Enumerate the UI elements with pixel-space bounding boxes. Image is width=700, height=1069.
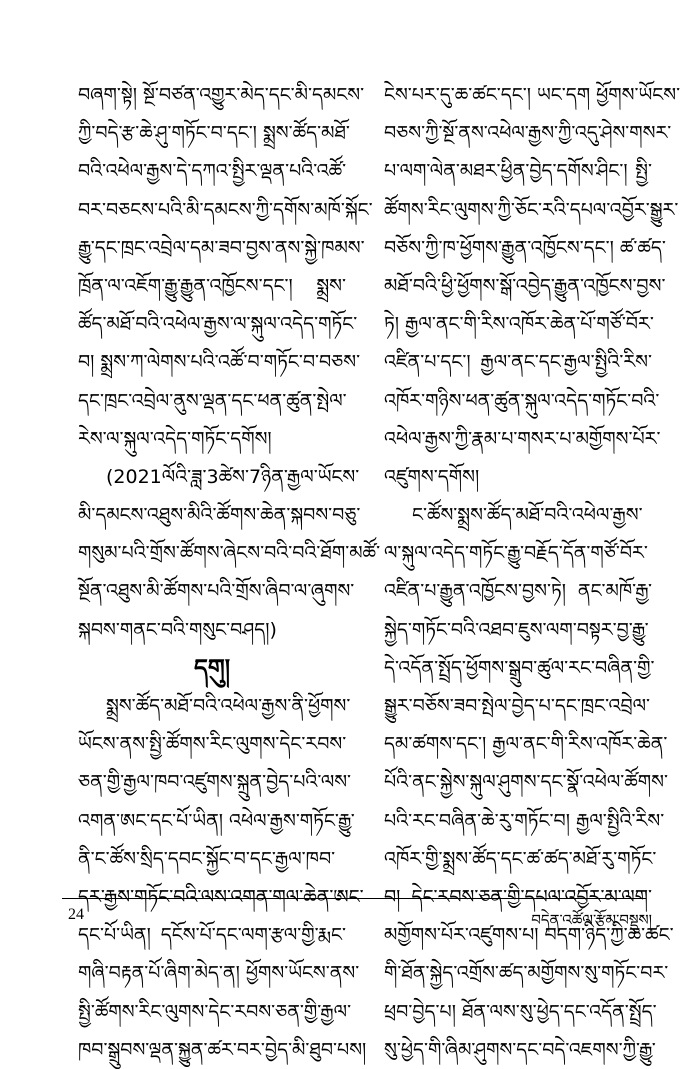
text-line: འགན་ཨང་དང་པོ་ཡིན། འཕེལ་རྒྱས་གཏོང་རྒྱུ་	[78, 809, 355, 832]
text-line: འཛིན་པ་རྒྱུན་འཁྱོངས་བྱས་ཏེ། ནང་མཁོ་རྒྱ་	[384, 580, 652, 603]
text-line: སྤྱི་ཚོགས་རིང་ལུགས་དེང་རབས་ཅན་གྱི་རྒྱལ་	[78, 1000, 352, 1023]
text-line: དང་པོ་ཡིན། དངོས་པོ་དང་ལག་རྩལ་གྱི་རྨང་	[78, 924, 346, 947]
text-line: སྨྲས་ཚོད་མཐོ་བའི་འཕེལ་རྒྱས་ནི་ཕྱོགས་	[106, 695, 351, 717]
text-line: འཛིན་པ་དང་། རྒྱལ་ནང་དང་རྒྱལ་སྤྱིའི་རིས་	[384, 351, 652, 374]
source-note-line: སྐབས་གནང་བའི་གསུང་བཤད།)	[78, 618, 277, 641]
text-line: རྒྱུ་དང་ཁྲང་འབྲེལ་དམ་ཟབ་བྱས་ནས་སྐྱེ་ཁམས་	[78, 236, 365, 259]
text-line: རེས་ལ་སྐུལ་འདེད་གཏོང་དགོས།	[78, 427, 272, 450]
text-line: ཕྲབ་བྱེད་པ། ཐོན་ལས་སུ་ཕྱེད་དང་འདོན་སྤྲོད་	[384, 1000, 657, 1023]
text-line: ཁྲོན་ལ་འཇོག་རྒྱུ་རྒྱུན་འཁྱོངས་དང་། སྨྲས་	[78, 274, 346, 297]
text-line: ཀྱི་བདེ་རྩ་ཆེ་ཤུ་གཏོང་བ་དང་། སྨྲས་ཚོད་མཐོ་	[78, 122, 350, 145]
page-number: 24	[68, 906, 84, 923]
text-line: ཁབ་སྒྲུབས་ལྡན་སྐྱུན་ཚར་བར་བྱེད་མི་ཐུབ་པས།	[78, 1038, 367, 1061]
text-line: གི་ཐོན་སྐྱེད་འགྲོས་ཚད་མགྱོགས་སུ་གཏོང་བར་	[384, 962, 669, 985]
text-line: བའི་འཕེལ་རྒྱས་དེ་དཀའ་སྤྱིར་ལྡན་པའི་འཚོ་	[78, 160, 347, 183]
text-line: པ་ལག་ལེན་མཐར་ཕྱིན་བྱེད་དགོས་ཤིང་། སྤྱི་	[384, 160, 652, 183]
text-line: དར་རྒྱས་གཏོང་བའི་ལས་འགན་གལ་ཆེན་ཨང་	[78, 885, 364, 908]
text-line: བ། སྨྲས་ཀ་ལེགས་པའི་འཚོ་བ་གཏོང་བ་བཅས་	[78, 351, 361, 374]
running-title: བདེན་འཚོལ་རྩོམ་བསྡུས།	[531, 911, 652, 929]
text-line: ཚོད་མཐོ་བའི་འཕེལ་རྒྱས་ལ་སྐུལ་འདེད་གཏོང་	[78, 313, 358, 336]
source-note-line: མི་དམངས་འཐུས་མིའི་ཚོགས་ཆེན་སྐབས་བཅུ་	[78, 504, 361, 527]
text-line: ལ་སྐུལ་འདེད་གཏོང་རྒྱུ་བརྗོད་དོན་གཙོ་བོར་	[384, 542, 648, 565]
text-line: ཚོགས་རིང་ལུགས་ཀྱི་ཅོང་རའི་དཔལ་འབྱོར་སྒྱུར་	[384, 198, 679, 221]
section-heading: དགུ།	[193, 653, 231, 682]
text-line: བ། དེང་རབས་ཅན་གྱི་དཔལ་འབྱོར་མ་ལག་	[384, 885, 652, 908]
text-line: ང་ཚོས་སྨྲས་ཚོད་མཐོ་བའི་འཕེལ་རྒྱས་	[412, 504, 643, 527]
left-column	[78, 76, 381, 1069]
text-line: ངེས་པར་དུ་ཆ་ཚང་དང་། ཡང་དག ཕྱོགས་ཡོངས་	[384, 84, 681, 106]
text-line: སུ་ཕྱེད་གི་ཞིམ་ཤུགས་དང་བདེ་འཇགས་ཀྱི་རྒྱུ་	[384, 1038, 656, 1061]
text-line: འཁོར་གཉིས་ཕན་ཚུན་སྐུལ་འདེད་གཏོང་བའི་	[384, 389, 660, 412]
text-line: པའི་རང་བཞིན་ཆེ་རུ་གཏོང་བ། རྒྱལ་སྤྱིའི་རིས་	[384, 809, 665, 832]
source-note-line: སྔོན་འཐུས་མི་ཚོགས་པའི་གྲོས་ཞིབ་ལ་ཞུགས་	[78, 580, 355, 603]
text-line: ཅན་གྱི་རྒྱལ་ཁབ་འཛུགས་སྐྲུན་བྱེད་པའི་ལས་	[78, 771, 352, 794]
text-line: གཞི་བརྟན་པོ་ཞིག་མེད་ན། ཕྱོགས་ཡོངས་ནས་	[78, 962, 360, 985]
text-line: པོའི་ནང་སྐྱེས་སྐུལ་ཤུགས་དང་སྣོ་འཕེལ་ཚོགས་	[384, 771, 668, 794]
text-line: བར་བཅངས་པའི་མི་དམངས་ཀྱི་དགོས་མཁོ་སྐོང་	[78, 198, 373, 221]
footer-rule	[62, 898, 646, 899]
text-line: བཅོས་ཀྱི་ཁ་ཕྱོགས་རྒྱུན་འཁྱོངས་དང་། ཚ་ཚད་	[384, 236, 666, 259]
source-note-line: གསུམ་པའི་གྲོས་ཚོགས་ཞེངས་བའི་བའི་ཐོག་མཚོ་	[78, 542, 381, 565]
text-line: དང་ཁྲང་འབྲེལ་ནུས་ལྡན་དང་ཕན་ཚུན་སྤེལ་	[78, 389, 347, 412]
text-line: འཕེལ་རྒྱས་ཀྱི་རྣམ་པ་གསར་པ་མགྱོགས་པོར་	[384, 427, 661, 450]
text-line: བཅས་ཀྱི་སྔོ་ནས་འཕེལ་རྒྱས་ཀྱི་འདུ་ཤེས་གསར་	[384, 122, 672, 145]
source-note-line: (2021ལོའི་ཟླ་3ཚེས་7ཉིན་རྒྱལ་ཡོངས་	[106, 465, 360, 488]
text-line: འཛུགས་དགོས།	[384, 465, 480, 488]
text-line: བཞག་སྟེ། སྔོ་བཙན་འགྱུར་མེད་དང་མི་དམངས་	[78, 84, 365, 106]
text-line: འཁོར་གྱི་སྨྲས་ཚོད་དང་ཚ་ཚད་མཐོ་རུ་གཏོང་	[384, 847, 657, 870]
text-line: མཐོ་བའི་ཕྱི་ཕྱོགས་སྒོ་འབྱེད་རྒྱུན་འཁྱོངས་བྱས་	[384, 274, 666, 297]
text-line: ཏེ། རྒྱལ་ནང་གི་རིས་འཁོར་ཆེན་པོ་གཙོ་བོར་	[384, 313, 654, 336]
text-line: སྒྱུར་བཅོས་ཟབ་སྤེལ་བྱེད་པ་དང་ཁྲང་འབྲེལ་	[384, 695, 651, 717]
text-line: མགྱོགས་པོར་འཛུགས་པ། བདག་ཉིད་ཀྱི་ཆ་ཚང་	[384, 924, 674, 947]
text-line: དམ་ཚགས་དང་། རྒྱལ་ནང་གི་རིས་འཁོར་ཆེན་	[384, 733, 668, 756]
text-line: དེ་འདོན་སྤྲོད་ཕྱོགས་སྒྲུབ་ཚུལ་རང་བཞིན་གྱི་	[384, 656, 655, 679]
text-line: ནི་ང་ཚོས་སྲིད་དབང་སྐྱོང་བ་དང་རྒྱལ་ཁབ་	[78, 847, 336, 870]
text-line: ཡོངས་ནས་སྤྱི་ཚོགས་རིང་ལུགས་དེང་རབས་	[78, 733, 347, 756]
text-line: སྐྱེད་གཏོང་བའི་འཐབ་ཇུས་ལག་བསྟར་བྱ་རྒྱུ་	[384, 618, 649, 641]
